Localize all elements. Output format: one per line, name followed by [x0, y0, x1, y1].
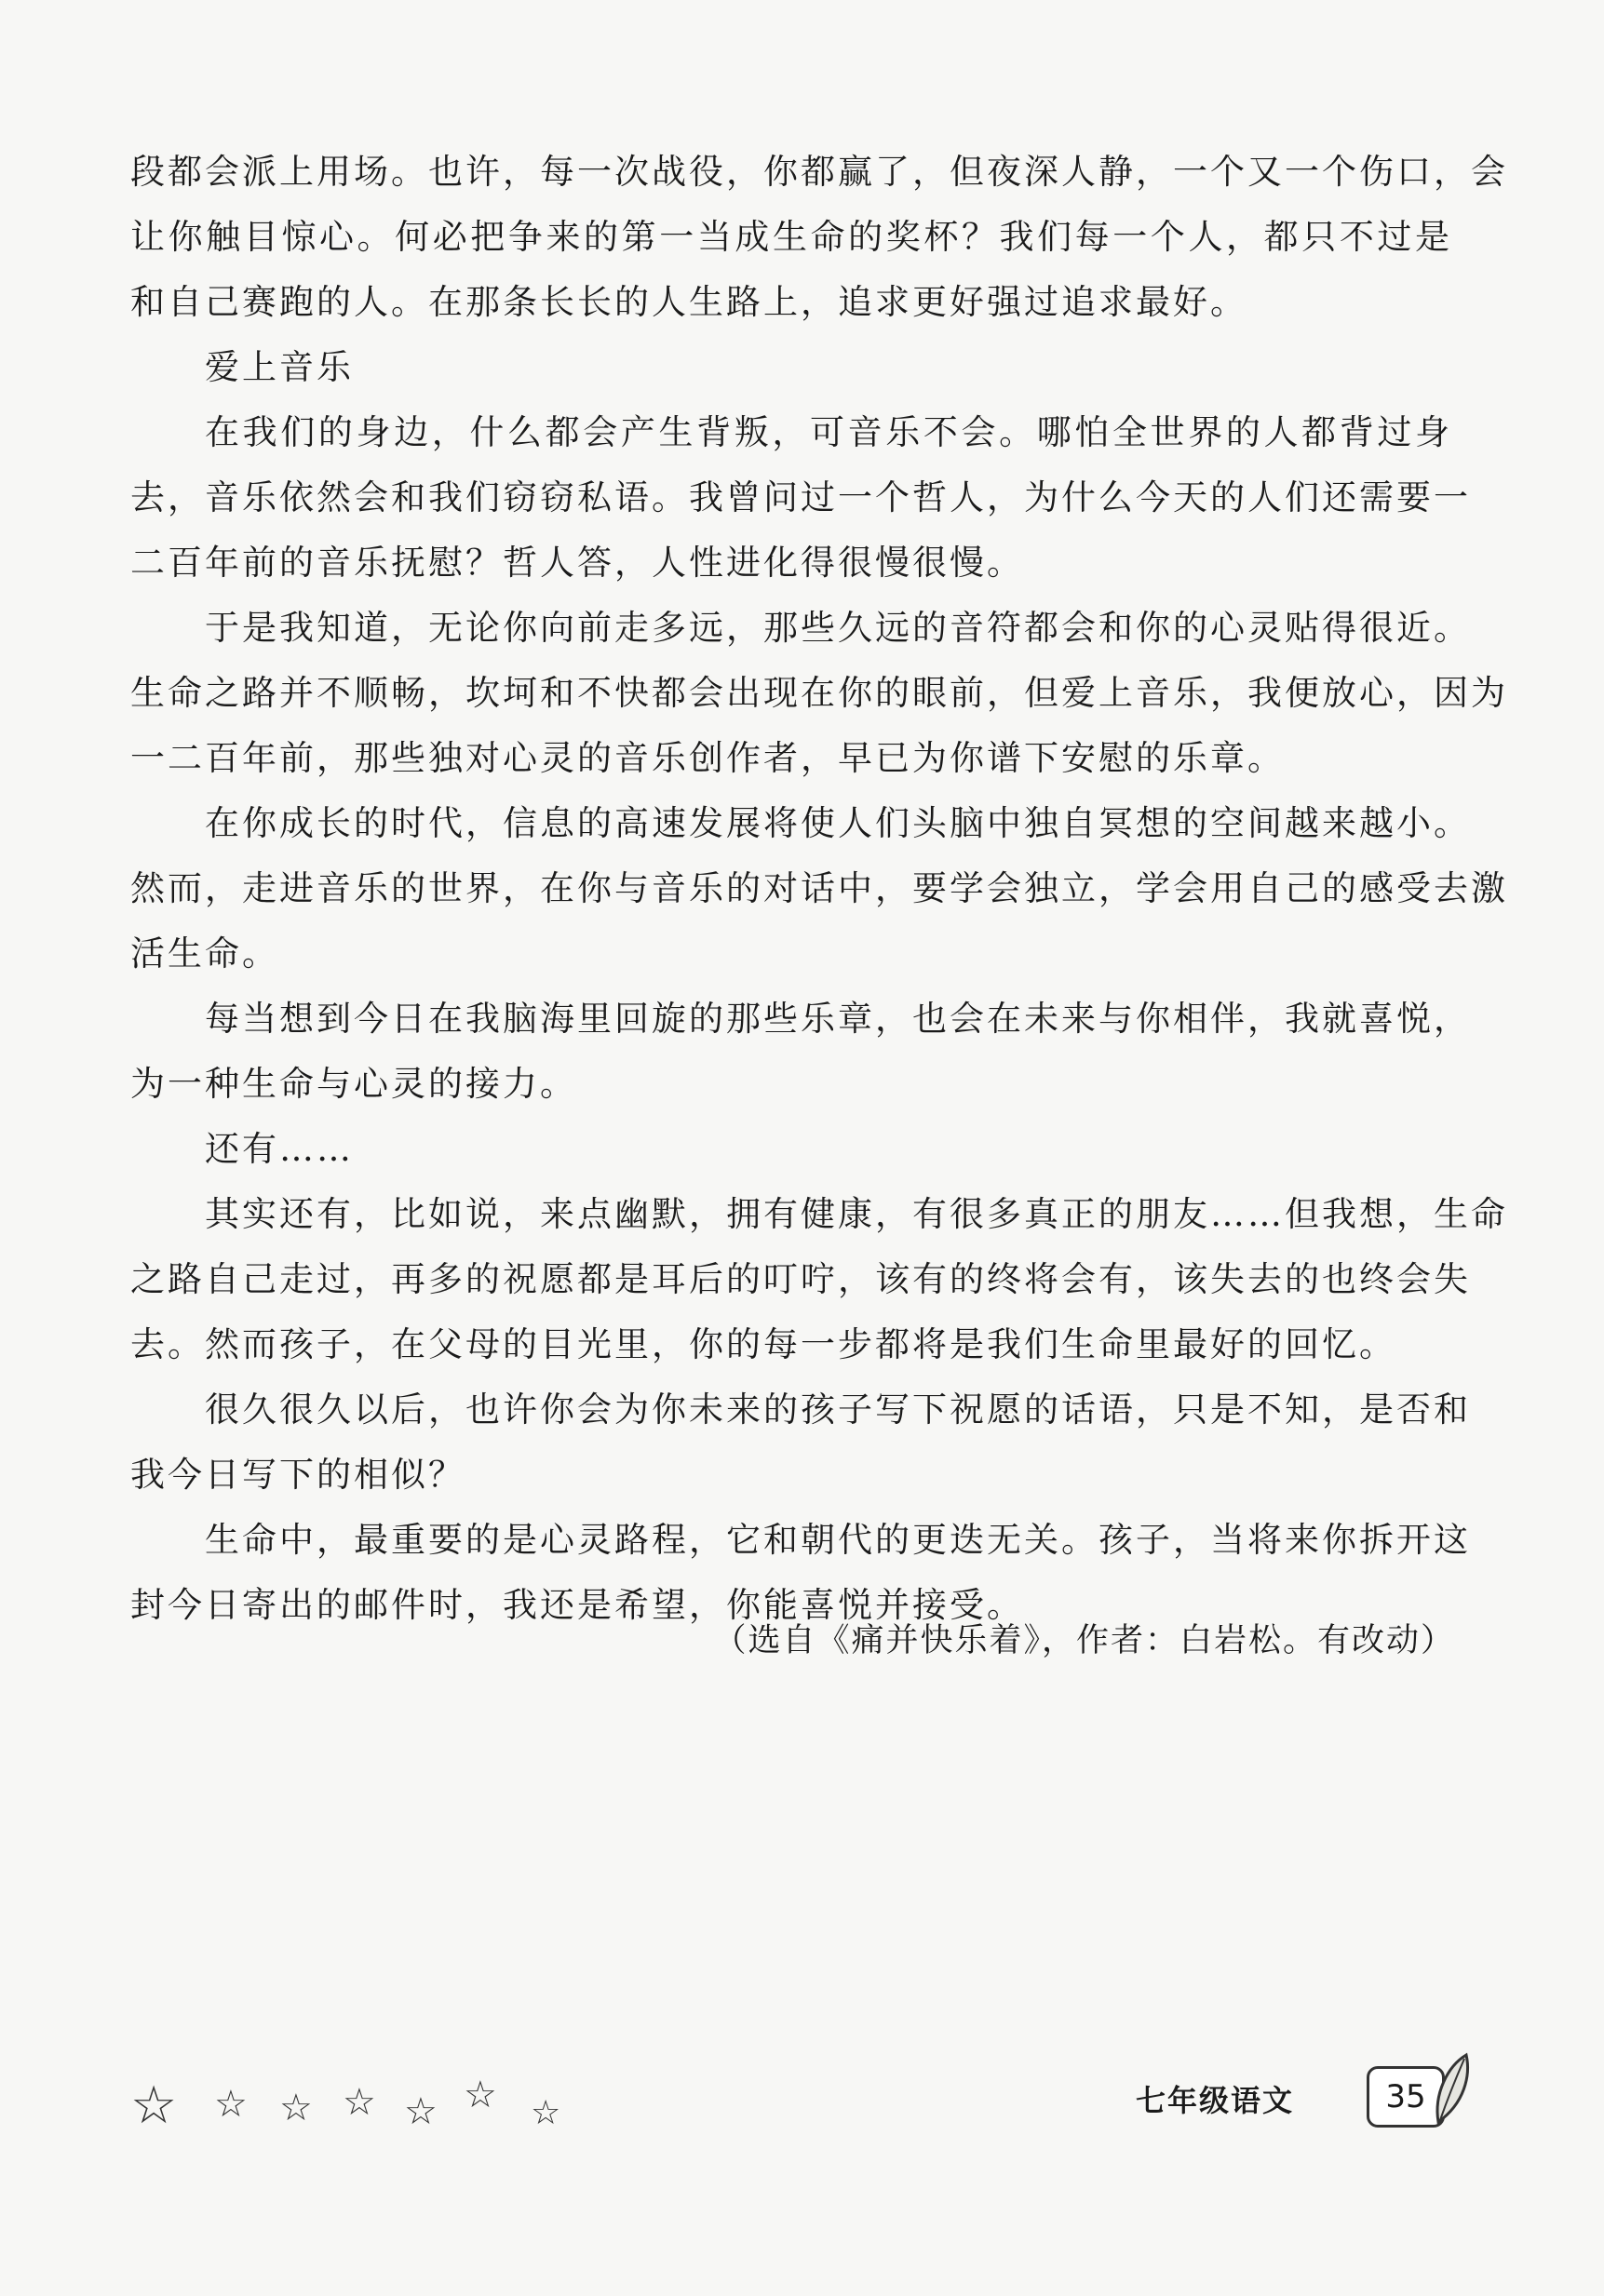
text-line: 和自己赛跑的人。在那条长长的人生路上，追求更好强过追求最好。 [130, 282, 1247, 322]
star-icon: ☆ [404, 2090, 438, 2133]
text-line: 活生命。 [130, 933, 279, 973]
text-line: 去，音乐依然会和我们窃窃私语。我曾问过一个哲人，为什么今天的人们还需要一 [130, 477, 1471, 517]
text-line: 生命中，最重要的是心灵路程，它和朝代的更迭无关。孩子，当将来你拆开这 [205, 1520, 1471, 1560]
star-icon: ☆ [279, 2087, 313, 2129]
grade-label: 七年级语文 [1136, 2083, 1295, 2118]
text-line: 让你触目惊心。何必把争来的第一当成生命的奖杯？我们每一个人，都只不过是 [130, 217, 1452, 257]
text-line: 为一种生命与心灵的接力。 [130, 1064, 577, 1104]
text-line: 于是我知道，无论你向前走多远，那些久远的音符都会和你的心灵贴得很近。 [205, 608, 1471, 648]
section-heading: 还有…… [205, 1129, 354, 1169]
text-line: 二百年前的音乐抚慰？哲人答，人性进化得很慢很慢。 [130, 543, 1024, 583]
text-line: 很久很久以后，也许你会为你未来的孩子写下祝愿的话语，只是不知，是否和 [205, 1390, 1471, 1430]
star-icon: ☆ [214, 2083, 248, 2126]
article-body [130, 140, 1508, 1638]
text-line: 每当想到今日在我脑海里回旋的那些乐章，也会在未来与你相伴，我就喜悦， [205, 999, 1471, 1039]
star-icon: ☆ [130, 2075, 178, 2136]
text-line: 在我们的身边，什么都会产生背叛，可音乐不会。哪怕全世界的人都背过身 [205, 412, 1452, 452]
text-line: 然而，走进音乐的世界，在你与音乐的对话中，要学会独立，学会用自己的感受去激 [130, 868, 1508, 908]
text-line: 封今日寄出的邮件时，我还是希望，你能喜悦并接受。 [130, 1585, 1024, 1625]
text-line: 我今日写下的相似？ [130, 1455, 465, 1495]
star-icon: ☆ [531, 2094, 561, 2132]
text-line: 之路自己走过，再多的祝愿都是耳后的叮咛，该有的终将会有，该失去的也终会失 [130, 1259, 1471, 1299]
star-icon: ☆ [343, 2081, 376, 2124]
star-icon: ☆ [464, 2074, 497, 2116]
text-line: 段都会派上用场。也许，每一次战役，你都赢了，但夜深人静，一个又一个伤口，会 [130, 152, 1508, 192]
text-line: 一二百年前，那些独对心灵的音乐创作者，早已为你谱下安慰的乐章。 [130, 738, 1285, 778]
text-line: 在你成长的时代，信息的高速发展将使人们头脑中独自冥想的空间越来越小。 [205, 803, 1471, 843]
text-line: 其实还有，比如说，来点幽默，拥有健康，有很多真正的朋友……但我想，生命 [205, 1194, 1508, 1234]
footer-stars [130, 2066, 614, 2141]
page-number: 35 [1367, 2066, 1445, 2128]
text-line: 生命之路并不顺畅，坎坷和不快都会出现在你的眼前，但爱上音乐，我便放心，因为 [130, 673, 1508, 713]
source-citation: （选自《痛并快乐着》，作者：白岩松。有改动） [713, 1622, 1455, 1659]
text-line: 去。然而孩子，在父母的目光里，你的每一步都将是我们生命里最好的回忆。 [130, 1324, 1396, 1364]
section-heading: 爱上音乐 [205, 347, 354, 387]
leaf-icon [1429, 2048, 1476, 2131]
